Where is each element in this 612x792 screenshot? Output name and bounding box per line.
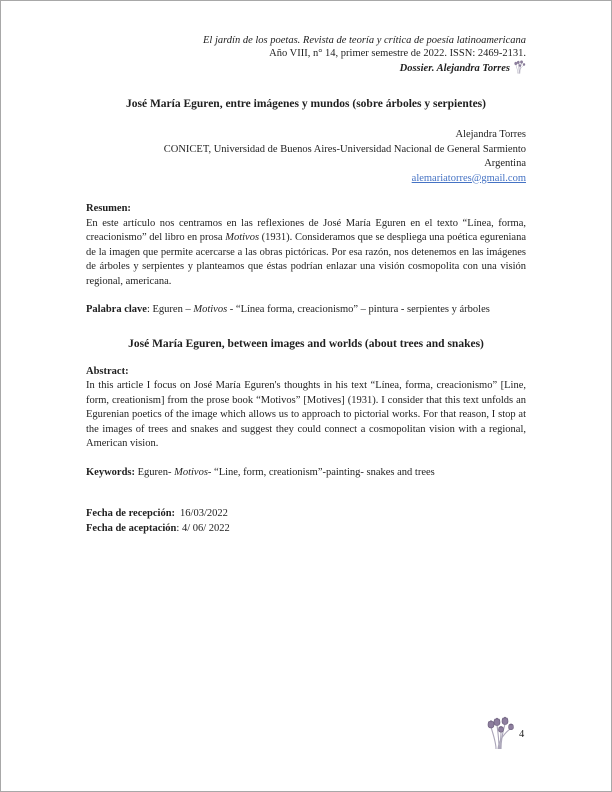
keywords-run-1: Eguren- xyxy=(135,466,175,478)
author-block xyxy=(86,128,526,186)
resumen-run-1: En este artículo nos centramos en las reflexiones de José María Eguren en el texto “Línea, forma, creacionismo” del libro en prosa xyxy=(86,217,526,243)
palabra-clave-paragraph xyxy=(86,303,526,318)
palabra-clave-run-1: : Eguren – xyxy=(146,304,194,315)
dates-section xyxy=(86,507,526,536)
reception-date-value: 16/03/2022 xyxy=(180,508,228,519)
keywords-paragraph xyxy=(86,466,526,481)
author-email-line xyxy=(86,172,526,187)
resumen-section xyxy=(86,202,526,289)
reception-date-label: Fecha de recepción: xyxy=(86,508,176,519)
keywords-section xyxy=(86,466,526,481)
abstract-paragraph: In this article I focus on José María Eguren's thoughts in his text “Línea, forma, creacionismo” [Line, form, creationism] from the prose book “Motivos” [Motives] (1931). I consider that this text unfolds an Egurenian poetics of the image which allows us to approach to pictorial works. For that reason, I stop at the images of trees and snakes and suggest they could connect a cosmopolitan vision with a regional, American vision. xyxy=(86,380,526,449)
article-title-es: José María Eguren, entre imágenes y mundos (sobre árboles y serpientes) xyxy=(126,98,486,110)
resumen-paragraph xyxy=(86,217,526,290)
author-name: Alejandra Torres xyxy=(455,129,526,140)
article-title-en: José María Eguren, between images and worlds (about trees and snakes) xyxy=(128,337,484,350)
resumen-heading: Resumen: xyxy=(86,203,131,214)
acceptance-date-line xyxy=(86,522,526,537)
acceptance-date-label: Fecha de aceptación xyxy=(86,522,177,534)
acceptance-date-value: : 4/ 06/ 2022 xyxy=(176,522,230,534)
dossier-line xyxy=(86,60,526,78)
palabra-clave-book-title: Motivos xyxy=(193,304,228,315)
dossier-text: Dossier. Alejandra Torres xyxy=(399,63,510,74)
resumen-run-3: (1931). Consideramos que se despliega una poética egureniana de la imagen que permite acercarse a las obras pictóricas. Por esa razón, nos detenemos en las imágenes de árboles y serpientes y planteamos que éstas podrían enlazar una visión cosmopolita con una visión regional, americana. xyxy=(86,232,527,287)
author-country: Argentina xyxy=(484,158,526,169)
palabra-clave-run-3: - “Línea forma, creacionismo” – pintura - serpientes y árboles xyxy=(227,304,490,315)
keywords-run-3: - “Line, form, creationism”-painting- snakes and trees xyxy=(207,466,435,478)
reception-date-line xyxy=(86,507,526,522)
flower-bouquet-icon xyxy=(513,60,526,78)
abstract-heading: Abstract: xyxy=(86,365,129,377)
page-content xyxy=(86,34,526,536)
palabra-clave-section xyxy=(86,303,526,318)
resumen-book-title: Motivos xyxy=(225,232,260,243)
journal-title: El jardín de los poetas. Revista de teoría y crítica de poesía latinoamericana xyxy=(202,35,526,46)
author-affiliation: CONICET, Universidad de Buenos Aires-Universidad Nacional de General Sarmiento xyxy=(163,143,526,155)
keywords-book-title: Motivos xyxy=(174,466,208,478)
journal-issue-line: Año VIII, n° 14, primer semestre de 2022. ISSN: 2469-2131. xyxy=(269,48,526,59)
flower-bouquet-icon xyxy=(486,716,514,755)
page-number: 4 xyxy=(519,729,525,740)
email-link[interactable]: alemariatorres@gmail.com xyxy=(411,172,526,184)
journal-header xyxy=(86,34,526,78)
keywords-label: Keywords: xyxy=(86,466,135,478)
palabra-clave-label: Palabra clave xyxy=(86,304,147,315)
